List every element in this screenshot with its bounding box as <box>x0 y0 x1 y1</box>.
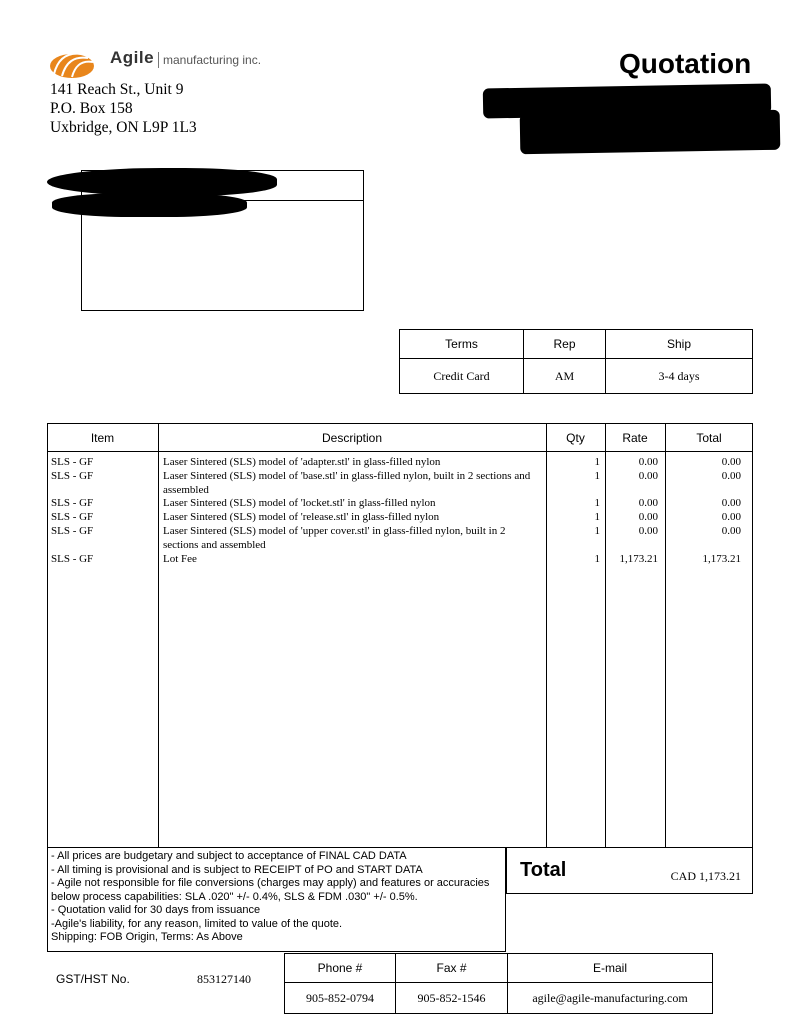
row-qty: 1 <box>594 511 600 523</box>
total-value: CAD 1,173.21 <box>670 869 741 883</box>
email-header: E-mail <box>508 954 713 983</box>
phone-header: Phone # <box>285 954 396 983</box>
row-item: SLS - GF <box>51 511 94 523</box>
row-item: SLS - GF <box>51 525 94 537</box>
company-subtitle: manufacturing inc. <box>163 53 262 67</box>
header-divider <box>47 451 753 452</box>
address-line: Uxbridge, ON L9P 1L3 <box>50 119 197 136</box>
fax-value: 905-852-1546 <box>396 983 508 1014</box>
phone-value: 905-852-0794 <box>285 983 396 1014</box>
row-item: SLS - GF <box>51 470 94 482</box>
row-rate: 0.00 <box>638 497 658 509</box>
row-total: 0.00 <box>721 525 741 537</box>
terms-table <box>399 329 753 394</box>
rep-header: Rep <box>524 330 606 359</box>
ship-header: Ship <box>606 330 753 359</box>
company-name: Agile <box>110 48 155 67</box>
item-column-header: Item <box>90 431 115 445</box>
description-column-header: Description <box>321 431 383 445</box>
row-description: Laser Sintered (SLS) model of 'upper cover.stl' in glass-filled nylon, built in 2 sections and assembled <box>163 525 506 551</box>
row-description: Laser Sintered (SLS) model of 'base.stl' in glass-filled nylon, built in 2 sections and assembled <box>163 470 531 496</box>
agile-logo-icon <box>48 48 96 80</box>
note-line: - Quotation valid for 30 days from issuance <box>51 904 261 916</box>
redacted-block <box>520 110 781 155</box>
ship-value: 3-4 days <box>606 359 753 394</box>
note-line: - All timing is provisional and is subject to RECEIPT of PO and START DATA <box>51 863 423 876</box>
rate-column-header: Rate <box>622 431 648 445</box>
column-divider <box>605 423 606 848</box>
logo-divider <box>158 52 159 68</box>
terms-value: Credit Card <box>400 359 524 394</box>
row-item: SLS - GF <box>51 553 94 565</box>
redacted-block <box>47 168 277 196</box>
row-description: Laser Sintered (SLS) model of 'release.stl' in glass-filled nylon <box>163 511 440 523</box>
row-qty: 1 <box>594 470 600 482</box>
note-line: - Agile not responsible for file conversions (charges may apply) and features or accuracies <box>51 877 490 889</box>
contact-table <box>284 953 713 1014</box>
column-divider <box>158 423 159 848</box>
row-total: 1,173.21 <box>702 553 741 565</box>
company-address <box>50 80 197 137</box>
row-description: Laser Sintered (SLS) model of 'locket.stl' in glass-filled nylon <box>163 497 436 509</box>
rep-value: AM <box>524 359 606 394</box>
gst-value: 853127140 <box>197 972 251 986</box>
note-line: Shipping: FOB Origin, Terms: As Above <box>51 931 243 943</box>
row-rate: 1,173.21 <box>619 553 658 565</box>
row-rate: 0.00 <box>638 525 658 537</box>
row-qty: 1 <box>594 525 600 537</box>
total-label: Total <box>520 859 567 881</box>
terms-header: Terms <box>400 330 524 359</box>
email-value: agile@agile-manufacturing.com <box>508 983 713 1014</box>
note-line: - All prices are budgetary and subject to acceptance of FINAL CAD DATA <box>51 850 407 862</box>
address-line: 141 Reach St., Unit 9 <box>50 81 184 98</box>
row-total: 0.00 <box>721 470 741 482</box>
qty-column-header: Qty <box>566 431 585 445</box>
gst-label: GST/HST No. <box>56 972 130 986</box>
row-rate: 0.00 <box>638 456 658 468</box>
row-rate: 0.00 <box>638 511 658 523</box>
row-description: Laser Sintered (SLS) model of 'adapter.stl' in glass-filled nylon <box>163 456 441 468</box>
terms-notes <box>47 847 506 952</box>
row-qty: 1 <box>594 456 600 468</box>
redacted-block <box>52 193 247 217</box>
row-qty: 1 <box>594 497 600 509</box>
row-item: SLS - GF <box>51 456 94 468</box>
row-total: 0.00 <box>721 497 741 509</box>
row-total: 0.00 <box>721 511 741 523</box>
row-description: Lot Fee <box>163 553 197 565</box>
column-divider <box>665 423 666 848</box>
row-qty: 1 <box>594 553 600 565</box>
column-divider <box>546 423 547 848</box>
row-item: SLS - GF <box>51 497 94 509</box>
fax-header: Fax # <box>396 954 508 983</box>
address-line: P.O. Box 158 <box>50 100 133 117</box>
row-rate: 0.00 <box>638 470 658 482</box>
row-total: 0.00 <box>721 456 741 468</box>
document-title: Quotation <box>619 48 752 79</box>
note-line: -Agile's liability, for any reason, limited to value of the quote. <box>51 917 343 930</box>
total-column-header: Total <box>696 431 722 445</box>
note-line: below process capabilities: SLA .020" +/- 0.4%, SLS & FDM .030" +/- 0.5%. <box>51 890 418 903</box>
